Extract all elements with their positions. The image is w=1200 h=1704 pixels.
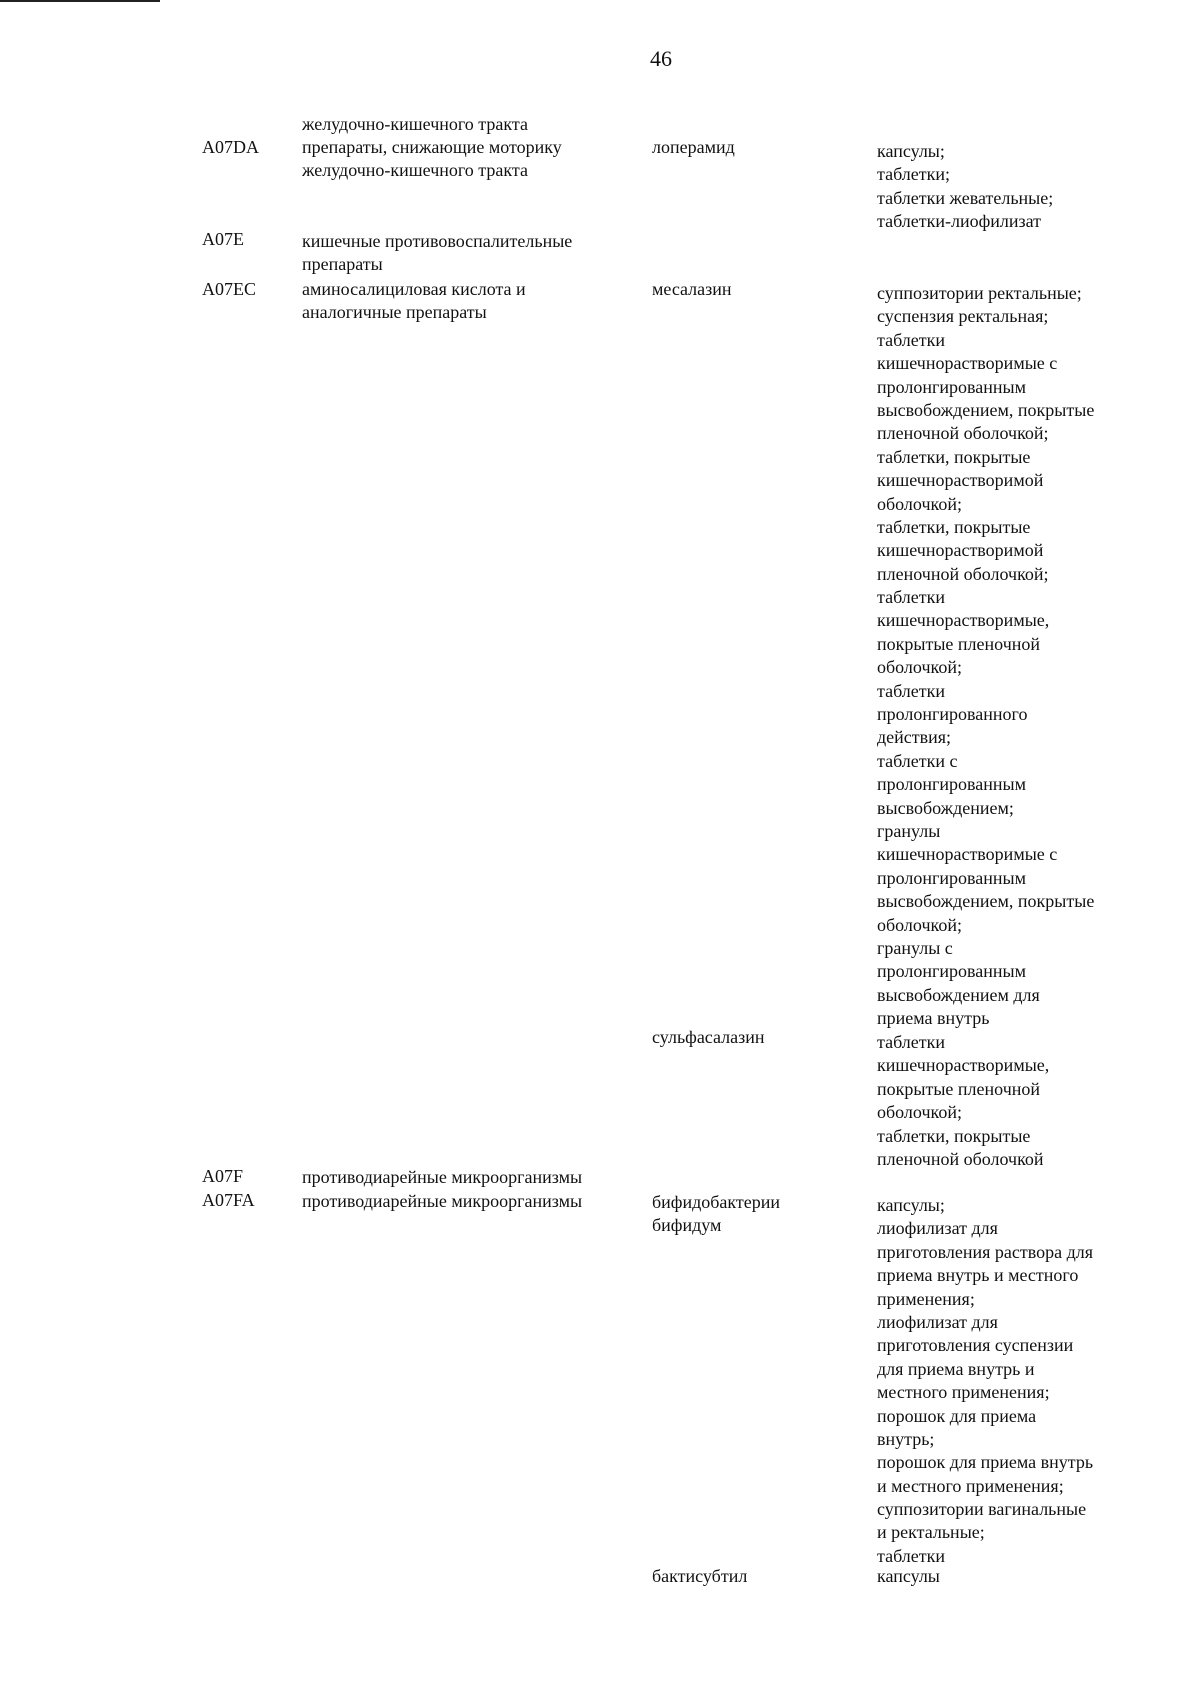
dosage-form-line: таблетки [877, 329, 946, 350]
drug-name-line: бифидобактерии [652, 1192, 781, 1212]
dosage-forms [877, 282, 1094, 1031]
dosage-form-line: оболочкой; [877, 914, 962, 935]
dosage-form-line: таблетки [877, 1545, 946, 1566]
group-name-line: препараты, снижающие моторику [302, 137, 562, 157]
dosage-form-line: капсулы; [877, 1195, 945, 1215]
group-name-line: желудочно-кишечного тракта [302, 160, 528, 181]
dosage-form-line: и ректальные; [877, 1522, 985, 1543]
dosage-form-line: пролонгированным [877, 376, 1027, 397]
dosage-form-line: местного применения; [877, 1382, 1050, 1403]
dosage-form-line: суппозитории ректальные; [877, 283, 1082, 303]
dosage-form-line: суппозитории вагинальные [877, 1499, 1087, 1520]
dosage-form-line: пролонгированным [877, 867, 1027, 888]
dosage-form-line: гранулы [877, 820, 941, 841]
dosage-form-line: таблетки; [877, 164, 951, 185]
dosage-form-line: оболочкой; [877, 493, 962, 514]
dosage-form-line: применения; [877, 1288, 975, 1309]
atc-code: A07F [202, 1166, 244, 1186]
dosage-form-line: таблетки [877, 1032, 946, 1052]
group-name-line: препараты [302, 254, 383, 275]
dosage-form-line: приема внутрь [877, 1008, 990, 1029]
drug-name-line: месалазин [652, 279, 732, 299]
dosage-form-line: приготовления суспензии [877, 1335, 1074, 1356]
dosage-form-line: пленочной оболочкой [877, 1148, 1044, 1169]
drug-name [652, 136, 735, 159]
dosage-form-line: гранулы с [877, 937, 953, 958]
dosage-form-line: пролонгированным [877, 774, 1027, 795]
dosage-form-line: пролонгированным [877, 961, 1027, 982]
dosage-form-line: кишечнорастворимые, [877, 610, 1050, 631]
dosage-form-line: порошок для приема внутрь [877, 1452, 1094, 1473]
dosage-forms [877, 1194, 1093, 1568]
dosage-form-line: пленочной оболочкой; [877, 423, 1049, 444]
dosage-form-line: таблетки жевательные; [877, 187, 1054, 208]
dosage-form-line: покрытые пленочной [877, 633, 1041, 654]
drug-name [652, 1026, 765, 1049]
group-name [302, 278, 526, 325]
drug-name [652, 1565, 747, 1588]
drug-name-line: бактисубтил [652, 1566, 748, 1586]
dosage-forms [877, 1031, 1049, 1171]
dosage-form-line: внутрь; [877, 1428, 935, 1449]
dosage-form-line: порошок для приема [877, 1405, 1037, 1426]
dosage-form-line: капсулы; [877, 141, 945, 161]
group-name-line: кишечные противовоспалительные [302, 231, 573, 251]
group-name-line: противодиарейные микроорганизмы [302, 1191, 583, 1211]
group-name [302, 1166, 582, 1189]
dosage-form-line: таблетки, покрытые [877, 1125, 1031, 1146]
dosage-form-line: высвобождением для [877, 984, 1040, 1005]
group-name-line: противодиарейные микроорганизмы [302, 1167, 583, 1187]
atc-code: A07FA [202, 1190, 255, 1210]
drug-name-line: бифидум [652, 1215, 722, 1236]
dosage-form-line: пленочной оболочкой; [877, 563, 1049, 584]
dosage-form-line: таблетки с [877, 750, 958, 771]
group-name [302, 136, 562, 183]
drug-name [652, 278, 732, 301]
atc-code: A07DA [202, 137, 259, 157]
dosage-form-line: пролонгированного [877, 704, 1028, 725]
dosage-form-line: оболочкой; [877, 1102, 962, 1123]
dosage-form-line: капсулы [877, 1566, 940, 1586]
atc-code: A07EC [202, 279, 256, 299]
dosage-form-line: кишечнорастворимые, [877, 1055, 1050, 1076]
group-name [302, 1190, 582, 1213]
dosage-form-line: таблетки [877, 587, 946, 608]
dosage-forms [877, 140, 1053, 234]
dosage-form-line: лиофилизат для [877, 1311, 998, 1332]
dosage-form-line: действия; [877, 727, 952, 748]
atc-code: A07E [202, 229, 244, 249]
dosage-form-line: лиофилизат для [877, 1218, 998, 1239]
group-name-line: аминосалициловая кислота и [302, 279, 526, 299]
dosage-forms [877, 1565, 940, 1588]
dosage-form-line: таблетки-лиофилизат [877, 211, 1042, 232]
dosage-form-line: кишечнорастворимой [877, 470, 1044, 491]
group-name [302, 113, 528, 136]
dosage-form-line: приема внутрь и местного [877, 1265, 1079, 1286]
drug-name [652, 1191, 780, 1238]
dosage-form-line: для приема внутрь и [877, 1358, 1035, 1379]
dosage-form-line: приготовления раствора для [877, 1241, 1093, 1262]
group-name-line: аналогичные препараты [302, 302, 487, 323]
group-name-line: желудочно-кишечного тракта [302, 114, 528, 134]
dosage-form-line: таблетки [877, 680, 946, 701]
dosage-form-line: и местного применения; [877, 1475, 1064, 1496]
dosage-form-line: высвобождением, покрытые [877, 399, 1095, 420]
dosage-form-line: покрытые пленочной [877, 1078, 1041, 1099]
dosage-form-line: высвобождением, покрытые [877, 891, 1095, 912]
group-name [302, 230, 572, 277]
drug-name-line: сульфасалазин [652, 1027, 765, 1047]
drug-name-line: лоперамид [652, 137, 735, 157]
dosage-form-line: кишечнорастворимые с [877, 353, 1058, 374]
dosage-form-line: таблетки, покрытые [877, 516, 1031, 537]
dosage-form-line: кишечнорастворимые с [877, 844, 1058, 865]
page-number: 46 [650, 46, 672, 71]
dosage-form-line: кишечнорастворимой [877, 540, 1044, 561]
dosage-form-line: высвобождением; [877, 797, 1014, 818]
dosage-form-line: таблетки, покрытые [877, 446, 1031, 467]
dosage-form-line: суспензия ректальная; [877, 306, 1049, 327]
dosage-form-line: оболочкой; [877, 657, 962, 678]
